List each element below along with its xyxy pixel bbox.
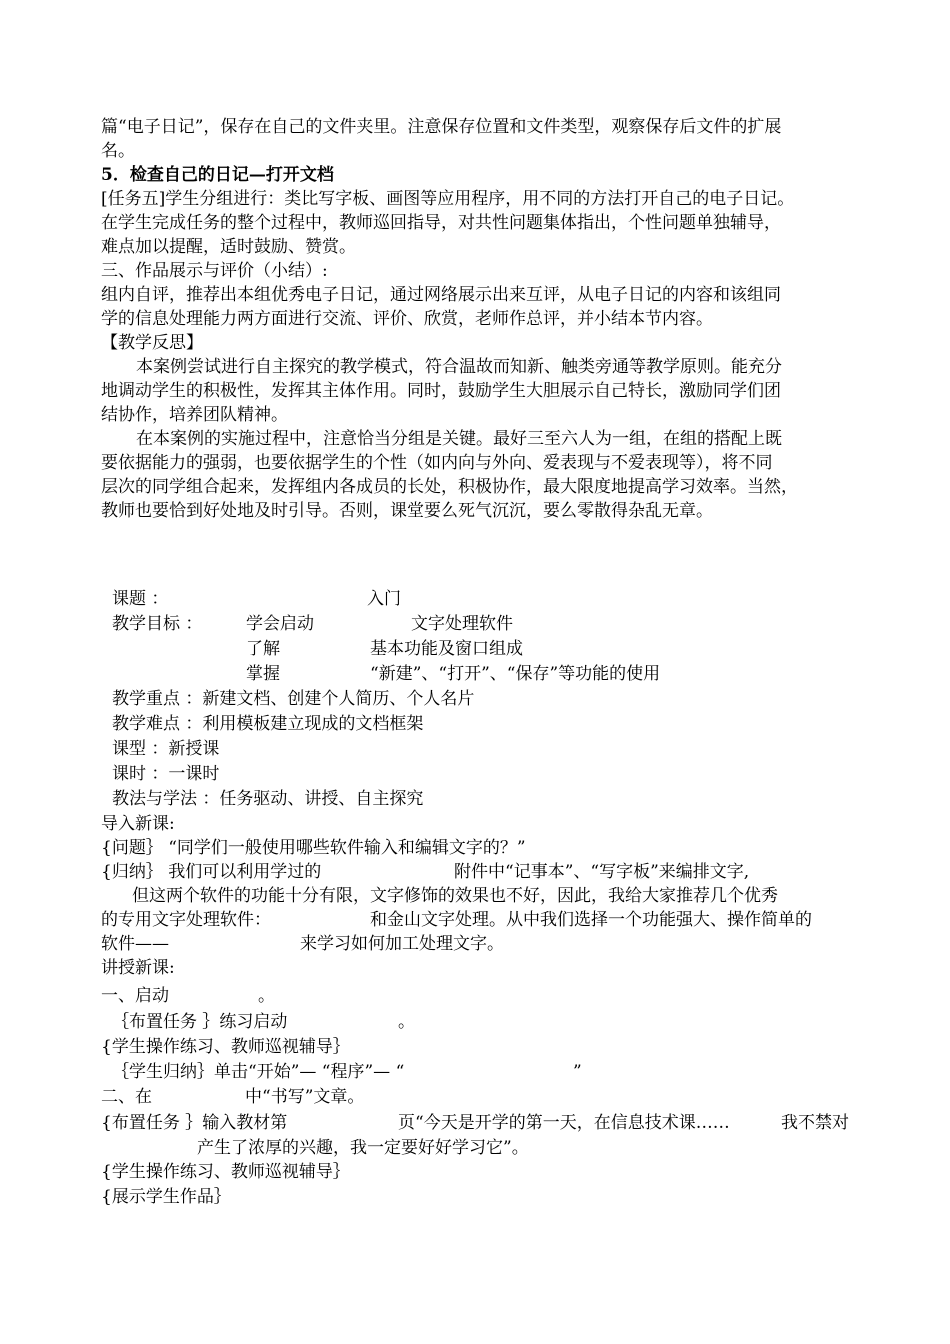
para-line: 层次的同学组合起来，发挥组内各成员的长处，积极协作，最大限度地提高学习效率。当然， bbox=[101, 477, 798, 497]
goal-text: 基本功能及窗口组成 bbox=[370, 639, 523, 659]
goal-text: 了解 bbox=[246, 639, 280, 659]
section-heading: 二、在 bbox=[101, 1087, 152, 1107]
section-heading: 导入新课: bbox=[101, 814, 175, 834]
para-line: {问题｝ “同学们一般使用哪些软件输入和编辑文字的？” bbox=[101, 838, 526, 858]
para-line: {学生操作练习、教师巡视辅导｝ bbox=[101, 1037, 350, 1057]
goal-text: “新建”、“打开”、“保存”等功能的使用 bbox=[370, 664, 661, 684]
section-heading: 【教学反思】 bbox=[101, 333, 203, 353]
para-line: 附件中“记事本”、“写字板”来编排文字, bbox=[454, 862, 750, 882]
para-line: 地调动学生的积极性，发挥其主体作用。同时，鼓励学生大胆展示自己特长，激励同学们团 bbox=[101, 381, 781, 401]
para-line: 在本案例的实施过程中，注意恰当分组是关键。最好三至六人为一组，在组的搭配上既 bbox=[136, 429, 782, 449]
section-heading: 三、作品展示与评价（小结）: bbox=[101, 261, 328, 281]
para-line: {展示学生作品｝ bbox=[101, 1187, 231, 1207]
topic-value: 入门 bbox=[367, 589, 401, 609]
lesson-hours: 课时 ：一课时 bbox=[112, 764, 220, 784]
para-line: {布置任务 ｝输入教材第 bbox=[101, 1113, 288, 1133]
key-point: 教学重点 ：新建文档、创建个人简历、个人名片 bbox=[112, 689, 475, 709]
section-heading: 5．检查自己的日记—打开文档 bbox=[101, 165, 334, 185]
para-line: 要依据能力的强弱，也要依据学生的个性（如内向与外向、爱表现与不爱表现等），将不同 bbox=[101, 453, 773, 473]
para-line: 产生了浓厚的兴趣，我一定要好好学习它”。 bbox=[197, 1138, 529, 1158]
section-heading: 讲授新课: bbox=[101, 958, 175, 978]
goal-text: 掌握 bbox=[246, 664, 280, 684]
para-line: 学的信息处理能力两方面进行交流、评价、欣赏，老师作总评，并小结本节内容。 bbox=[101, 309, 713, 329]
para-line: [任务五]学生分组进行：类比写字板、画图等应用程序，用不同的方法打开自己的电子日记。 bbox=[101, 189, 795, 209]
para-line: 教师也要恰到好处地及时引导。否则，课堂要么死气沉沉，要么零散得杂乱无章。 bbox=[101, 501, 713, 521]
para-line: 在学生完成任务的整个过程中，教师巡回指导，对共性问题集体指出，个性问题单独辅导， bbox=[101, 213, 781, 233]
topic-label: 课题 ： bbox=[112, 589, 169, 609]
para-line: 。 bbox=[398, 1012, 415, 1032]
para-line: ” bbox=[573, 1062, 582, 1082]
para-line: {归纳｝ 我们可以利用学过的 bbox=[101, 862, 322, 882]
para-line: 组内自评，推荐出本组优秀电子日记，通过网络展示出来互评，从电子日记的内容和该组同 bbox=[101, 285, 781, 305]
teaching-method: 教法与学法 ：任务驱动、讲授、自主探究 bbox=[112, 789, 424, 809]
para-line: 软件—— bbox=[101, 934, 169, 954]
para-line: 篇“电子日记”，保存在自己的文件夹里。注意保存位置和文件类型，观察保存后文件的扩展 bbox=[101, 117, 782, 137]
para-line: 。 bbox=[258, 986, 275, 1006]
goal-label: 教学目标 ： bbox=[112, 614, 203, 634]
para-line: 的专用文字处理软件： bbox=[101, 910, 271, 930]
para-line: 难点加以提醒，适时鼓励、赞赏。 bbox=[101, 237, 356, 257]
para-line: 来学习如何加工处理文字。 bbox=[300, 934, 504, 954]
para-line: {学生操作练习、教师巡视辅导｝ bbox=[101, 1162, 350, 1182]
goal-text: 学会启动 bbox=[246, 614, 314, 634]
lesson-type: 课型 ：新授课 bbox=[112, 739, 220, 759]
para-line: 名。 bbox=[101, 141, 135, 161]
section-heading: 一、启动 bbox=[101, 986, 169, 1006]
goal-text: 文字处理软件 bbox=[411, 614, 513, 634]
para-line: 本案例尝试进行自主探究的教学模式，符合温故而知新、触类旁通等教学原则。能充分 bbox=[136, 357, 782, 377]
para-line: ｛学生归纳｝单击“开始”— “程序”— “ bbox=[112, 1062, 405, 1082]
para-line: 和金山文字处理。从中我们选择一个功能强大、操作简单的 bbox=[370, 910, 812, 930]
para-line: 中“书写”文章。 bbox=[245, 1087, 365, 1107]
difficulty: 教学难点 ：利用模板建立现成的文档框架 bbox=[112, 714, 424, 734]
para-line: 页“今天是开学的第一天，在信息技术课…… bbox=[398, 1113, 730, 1133]
para-line: ｛布置任务 ｝练习启动 bbox=[112, 1012, 288, 1032]
para-line: 我不禁对 bbox=[781, 1113, 849, 1133]
para-line: 但这两个软件的功能十分有限，文字修饰的效果也不好，因此，我给大家推荐几个优秀 bbox=[132, 886, 778, 906]
para-line: 结协作，培养团队精神。 bbox=[101, 405, 288, 425]
